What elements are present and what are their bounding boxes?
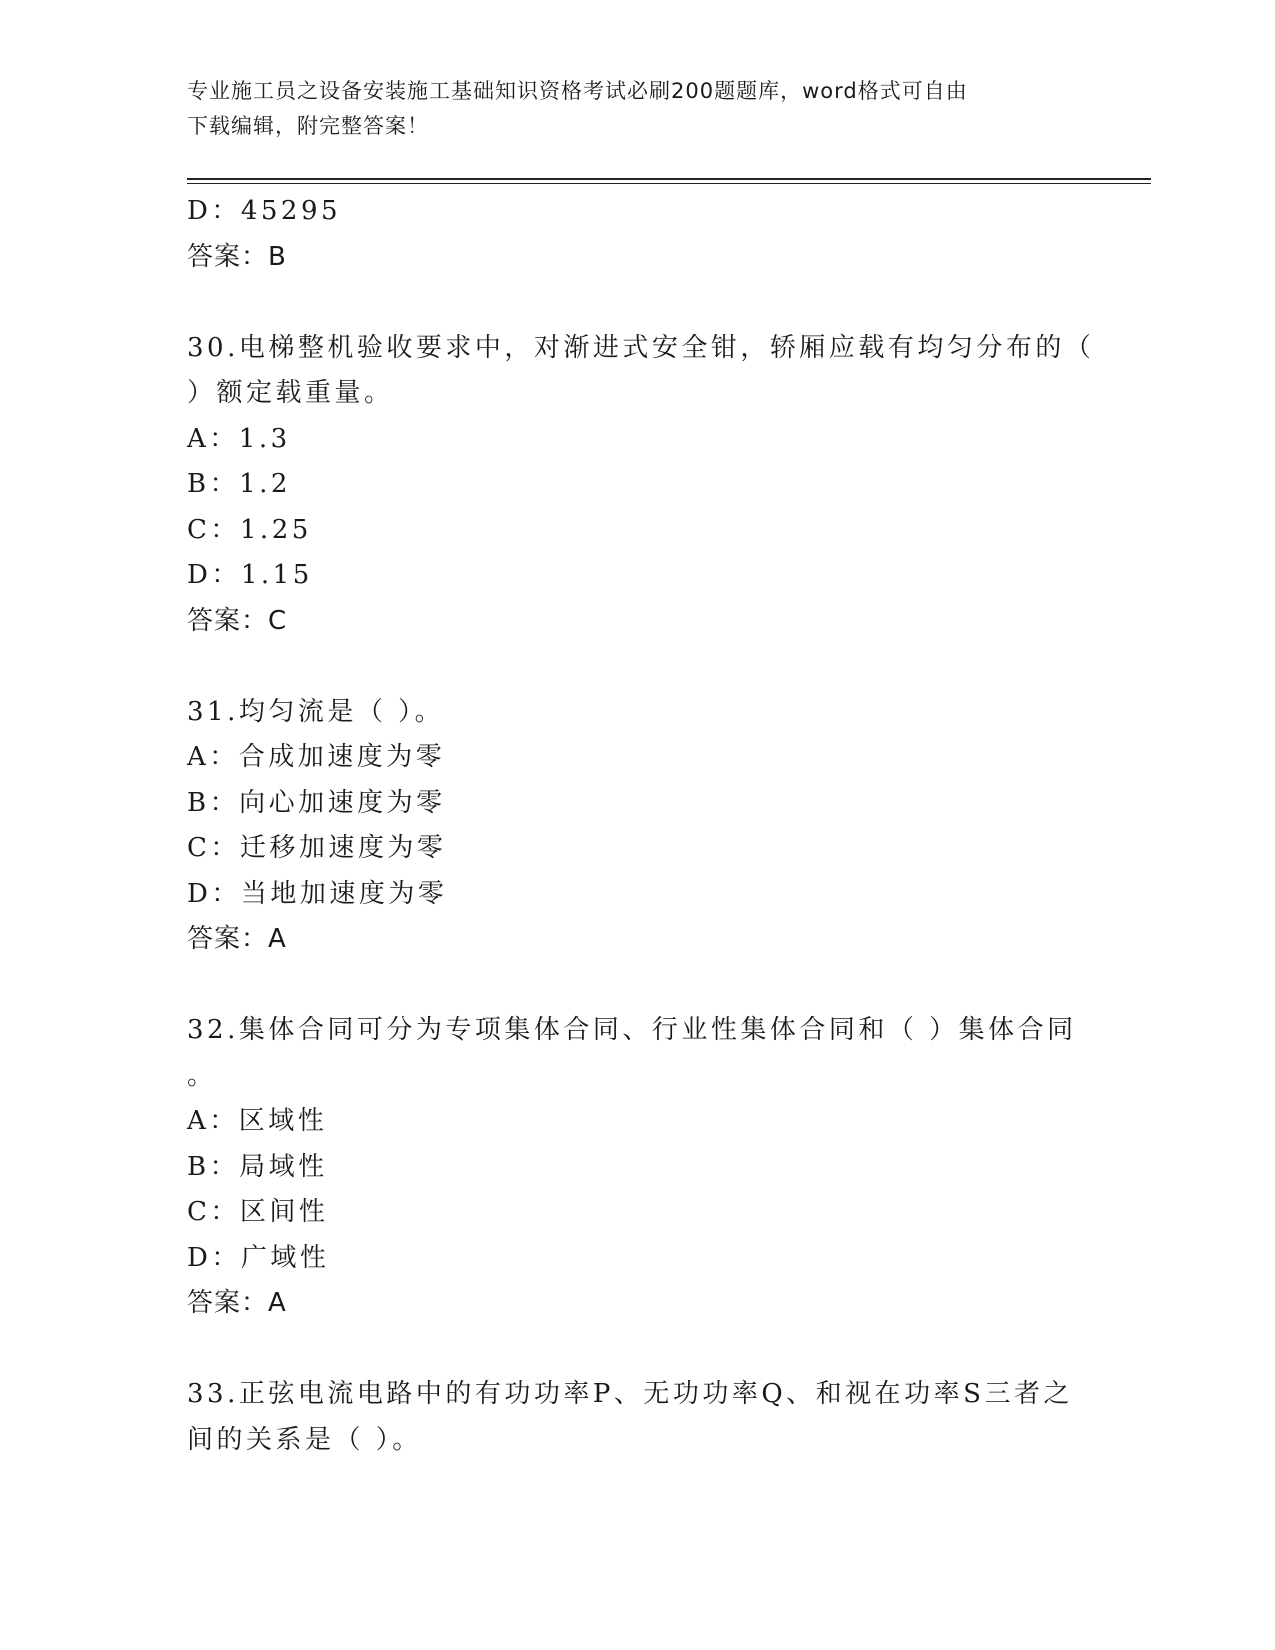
prev-answer: 答案：B xyxy=(187,241,287,272)
option-b: B：向心加速度为零 xyxy=(187,787,446,818)
question-stem-cont: 。 xyxy=(187,1060,217,1091)
option-a: A：1.3 xyxy=(187,423,291,454)
header-line-1: 专业施工员之设备安装施工基础知识资格考试必刷200题题库，word格式可自由 xyxy=(187,79,968,103)
option-c: C：迁移加速度为零 xyxy=(187,833,447,863)
question-stem: 30.电梯整机验收要求中，对渐进式安全钳，轿厢应载有均匀分布的（ xyxy=(187,332,1095,363)
header-divider-thin xyxy=(187,183,1151,184)
option-a: A：合成加速度为零 xyxy=(187,742,446,772)
option-c: C：1.25 xyxy=(187,514,312,545)
question-30 xyxy=(187,326,1095,645)
option-d: D：1.15 xyxy=(187,560,313,590)
header-divider-thick xyxy=(187,178,1151,180)
question-31 xyxy=(187,690,1087,963)
option-d: D：广域性 xyxy=(187,1242,330,1273)
question-stem: 33.正弦电流电路中的有功功率P、无功功率Q、和视在功率S三者之 xyxy=(187,1379,1073,1409)
question-list xyxy=(187,189,1095,1463)
question-33 xyxy=(187,1372,1087,1463)
answer: 答案：C xyxy=(187,605,288,636)
option-b: B：1.2 xyxy=(187,469,291,499)
option-c: C：区间性 xyxy=(187,1197,329,1227)
answer: 答案：A xyxy=(187,924,287,954)
document-header xyxy=(187,74,1067,144)
question-stem: 31.均匀流是（ ）。 xyxy=(187,696,445,727)
header-line-2: 下载编辑，附完整答案！ xyxy=(187,114,429,138)
question-stem: 32.集体合同可分为专项集体合同、行业性集体合同和（ ）集体合同 xyxy=(187,1015,1077,1045)
option-d: D：当地加速度为零 xyxy=(187,878,448,909)
option-a: A：区域性 xyxy=(187,1106,328,1136)
prev-option-d: D：45295 xyxy=(187,196,342,226)
question-32 xyxy=(187,1008,1087,1327)
question-stem-cont: ）额定载重量。 xyxy=(187,378,394,408)
answer: 答案：A xyxy=(187,1288,287,1318)
option-b: B：局域性 xyxy=(187,1151,328,1182)
question-stem-cont: 间的关系是（ ）。 xyxy=(187,1424,422,1455)
